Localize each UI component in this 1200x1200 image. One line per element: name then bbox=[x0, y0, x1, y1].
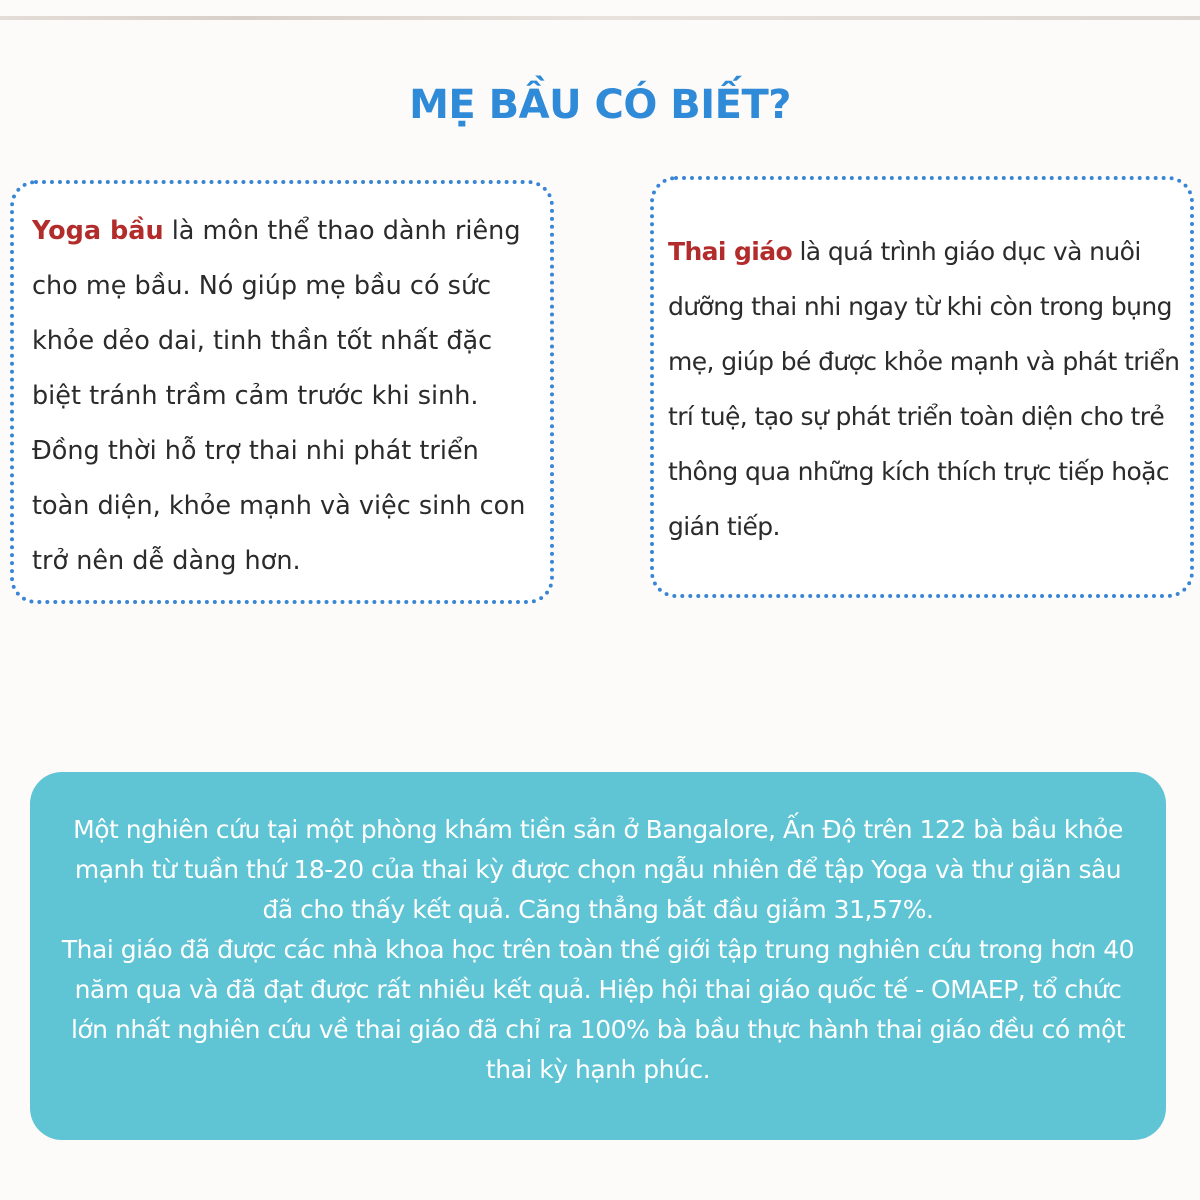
thai-giao-description: là quá trình giáo dục và nuôi dưỡng thai nhi ngay từ khi còn trong bụng mẹ, giúp bé được khỏe mạnh và phát triển trí tuệ, tạo sự phát triển toàn diện cho trẻ thông qua những kích thích trực tiếp hoặc gián tiếp. bbox=[668, 237, 1180, 541]
yoga-highlight-term: Yoga bầu bbox=[32, 216, 164, 246]
yoga-description: là môn thể thao dành riêng cho mẹ bầu. Nó giúp mẹ bầu có sức khỏe dẻo dai, tinh thần tốt nhất đặc biệt tránh trầm cảm trước khi sinh. Đồng thời hỗ trợ thai nhi phát triển toàn diện, khỏe mạnh và việc sinh con trở nên dễ dàng hơn. bbox=[32, 216, 526, 576]
thai-giao-highlight-term: Thai giáo bbox=[668, 237, 793, 266]
thai-giao-card-text bbox=[668, 224, 1188, 554]
research-facts-box bbox=[30, 772, 1166, 1140]
top-divider bbox=[0, 16, 1200, 20]
page-title: MẸ BẦU CÓ BIẾT? bbox=[409, 82, 791, 128]
yoga-card-text bbox=[32, 204, 532, 589]
thai-giao-research-fact: Thai giáo đã được các nhà khoa học trên toàn thế giới tập trung nghiên cứu trong hơn 40 năm qua và đã đạt được rất nhiều kết quả. Hiệp hội thai giáo quốc tế - OMAEP, tổ chức lớn nhất nghiên cứu về thai giáo đã chỉ ra 100% bà bầu thực hành thai giáo đều có một thai kỳ hạnh phúc. bbox=[61, 935, 1135, 1084]
thai-giao-info-card bbox=[650, 176, 1194, 598]
yoga-research-fact: Một nghiên cứu tại một phòng khám tiền sản ở Bangalore, Ấn Độ trên 122 bà bầu khỏe mạnh từ tuần thứ 18-20 của thai kỳ được chọn ngẫu nhiên để tập Yoga và thư giãn sâu đã cho thấy kết quả. Căng thẳng bắt đầu giảm 31,57%. bbox=[73, 815, 1123, 924]
yoga-info-card bbox=[10, 180, 554, 604]
